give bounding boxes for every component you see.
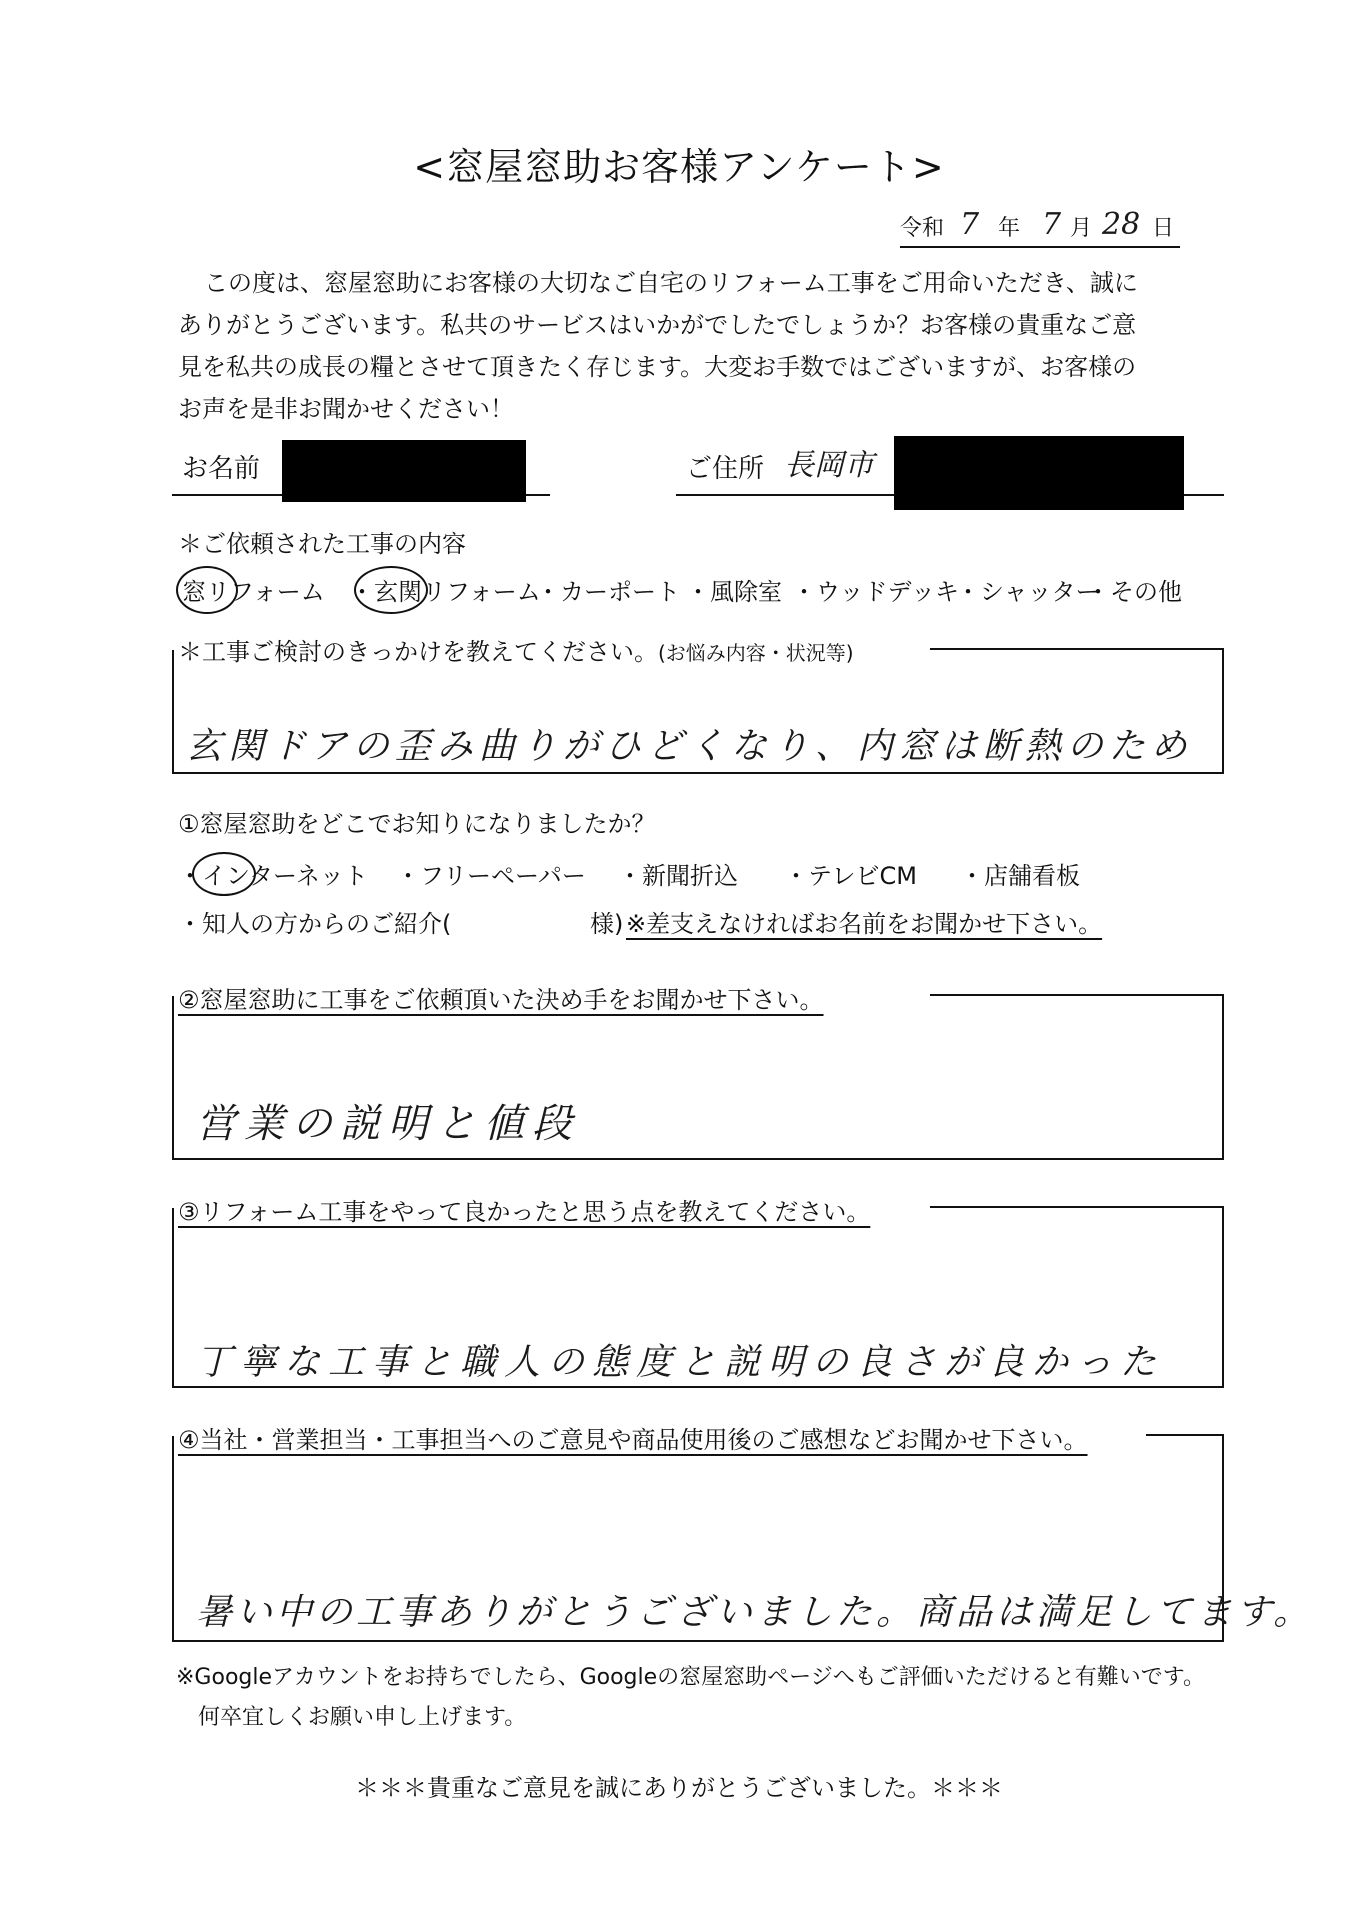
reason-heading-note: (お悩み内容・状況等) [658,641,854,665]
survey-title: <窓屋窓助お客様アンケート> [413,145,945,189]
address-label: ご住所 [686,454,765,484]
date-year[interactable]: 7 [960,207,980,242]
q3-box-top-line [930,1206,1224,1208]
footer-thanks: ＊＊＊貴重なご意見を誠にありがとうございました。＊＊＊ [355,1774,1003,1802]
q4-answer[interactable]: 暑い中の工事ありがとうございました。商品は満足してます。 [196,1592,1314,1633]
intro-line: お声を是非お聞かせください！ [178,395,514,423]
work-option-entrance[interactable]: ・玄関リフォーム [350,578,541,606]
work-option-windbreak[interactable]: ・風除室 [686,578,782,606]
address-redacted [894,436,1184,510]
name-label: お名前 [182,454,261,484]
q1-option-signboard[interactable]: ・店舗看板 [960,862,1080,890]
q1-option-internet[interactable]: ・インターネット [178,862,368,890]
work-option-window[interactable]: 窓リフォーム [182,578,325,606]
selection-circle-entrance [354,566,428,614]
q1-option-tvcm[interactable]: ・テレビCM [784,862,917,890]
address-city[interactable]: 長岡市 [784,448,874,483]
q3-heading: ③リフォーム工事をやって良かったと思う点を教えてください。 [178,1198,871,1226]
intro-line: ありがとうございます。私共のサービスはいかがでしたでしょうか？お客様の貴重なご意 [178,311,1137,339]
q4-heading: ④当社・営業担当・工事担当へのご意見や商品使用後のご感想などお聞かせ下さい。 [178,1426,1088,1454]
selection-circle-window [176,566,238,614]
q1-referral-label[interactable]: ・知人の方からのご紹介( [178,910,452,938]
q1-heading: ①窓屋窓助をどこでお知りになりましたか？ [178,810,656,838]
intro-paragraph [178,262,1188,430]
date-year-unit: 年 [998,216,1021,241]
reason-box-top-line [930,648,1224,650]
reason-heading-text: ＊工事ご検討のきっかけを教えてください。 [178,638,658,666]
google-review-note: ※Googleアカウントをお持ちでしたら、Googleの窓屋窓助ページへもご評価いただけると有難いです。 [176,1665,1205,1690]
q3-answer[interactable]: 丁寧な工事と職人の態度と説明の良さが良かった [196,1342,1165,1383]
work-option-wooddeck[interactable]: ・ウッドデッキ [792,578,960,606]
work-option-other[interactable]: ・その他 [1086,578,1182,606]
reason-answer[interactable]: 玄関ドアの歪み曲りがひどくなり、内窓は断熱のため [186,726,1193,767]
date-day[interactable]: 28 [1102,207,1141,242]
q1-option-newspaper[interactable]: ・新聞折込 [618,862,738,890]
date-month[interactable]: 7 [1042,207,1062,242]
date-era: 令和 [900,216,945,241]
intro-line: 見を私共の成長の糧とさせて頂きたく存じます。大変お手数ではございますが、お客様の [178,353,1137,381]
selection-circle-internet [192,852,256,896]
q1-referral-note: ※差支えなければお名前をお聞かせ下さい。 [626,910,1103,938]
work-heading: ＊ご依頼された工事の内容 [178,530,466,558]
date-day-unit: 日 [1152,216,1175,241]
closing-note: 何卒宜しくお願い申し上げます。 [198,1705,527,1730]
work-option-shutter[interactable]: ・シャッター [956,578,1100,606]
q1-referral-row [0,904,1358,944]
q4-box-top-line [1146,1434,1224,1436]
intro-line: この度は、窓屋窓助にお客様の大切なご自宅のリフォーム工事をご用命いただき、誠に [204,269,1138,297]
name-redacted [282,440,526,502]
q1-referral-suffix: 様) [590,910,624,938]
q2-box-top-line [930,994,1224,996]
q2-heading: ②窓屋窓助に工事をご依頼頂いた決め手をお聞かせ下さい。 [178,986,824,1014]
work-option-carport[interactable]: ・カーポート [536,578,680,606]
survey-date [900,207,1180,248]
q2-answer[interactable]: 営業の説明と値段 [196,1101,580,1147]
date-month-unit: 月 [1070,216,1093,241]
q1-option-freepaper[interactable]: ・フリーペーパー [396,862,586,890]
